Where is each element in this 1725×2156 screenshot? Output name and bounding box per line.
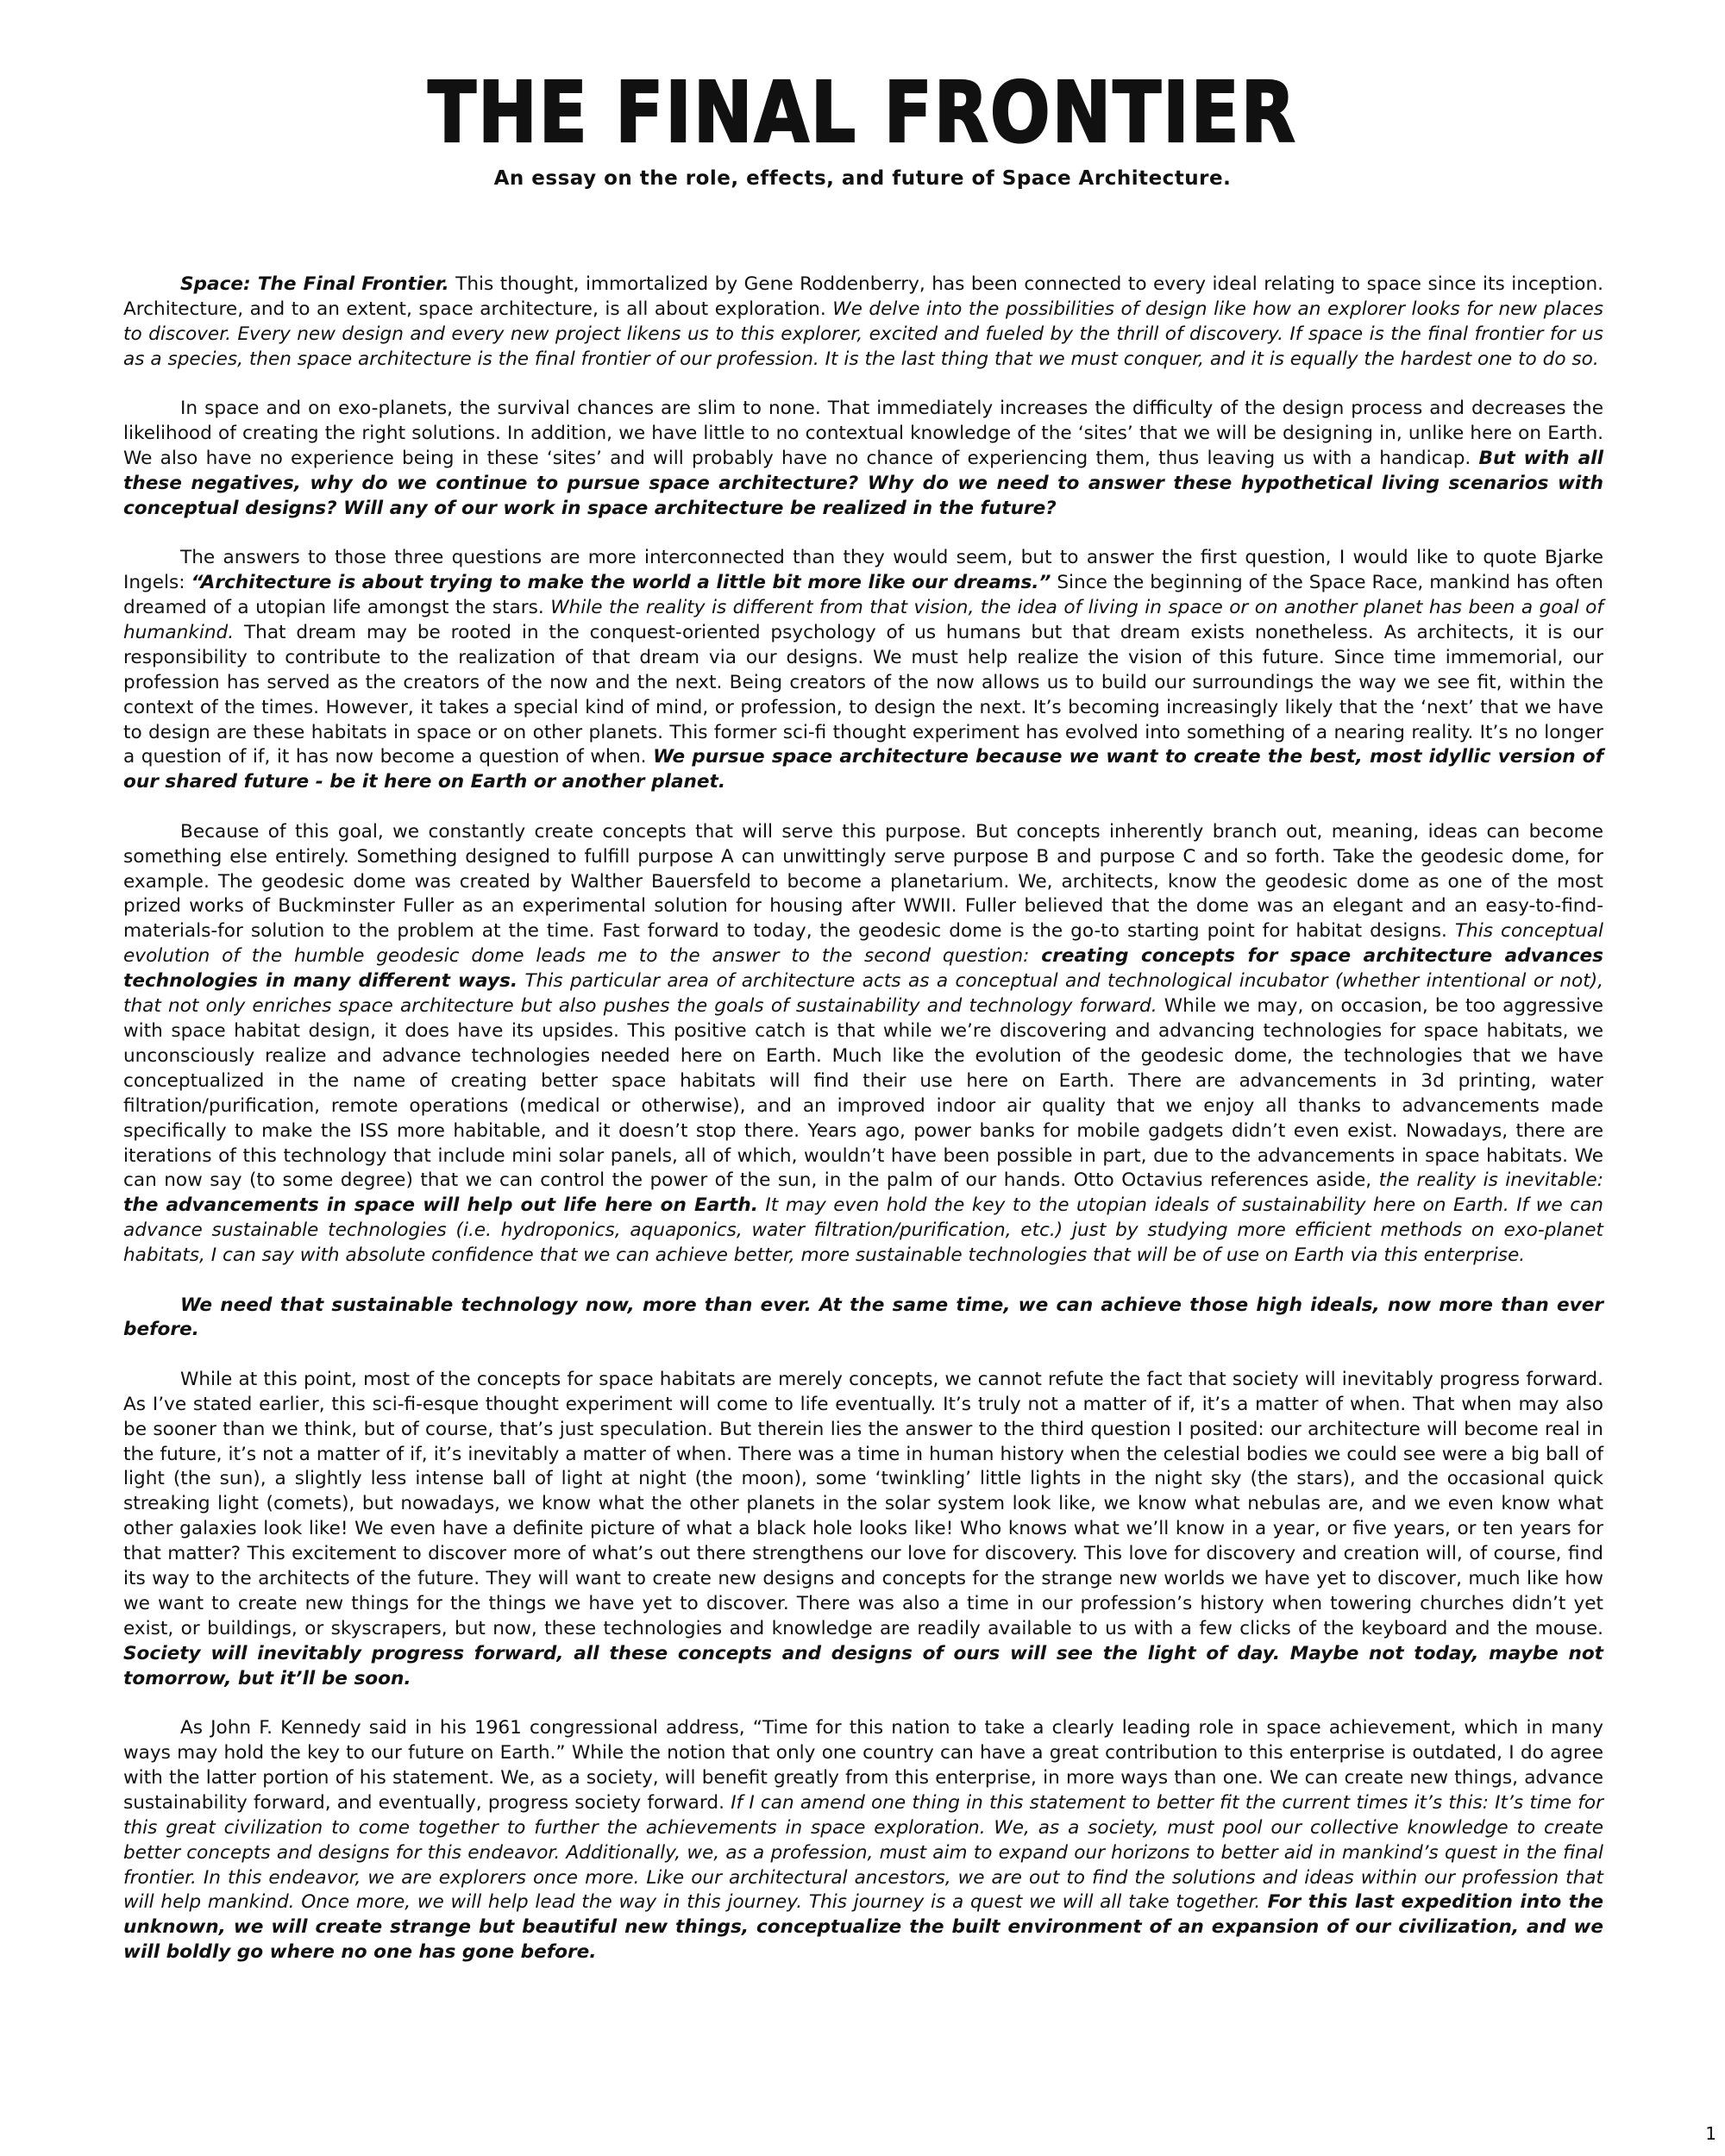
document-subtitle: An essay on the role, effects, and future of Space Architecture. [493, 167, 1232, 190]
italic-text: It may even hold the key to the utopian ideals of sustainability here on Earth. If we can advance sustainable technologies (i.e. hydroponics, aquaponics, water filtration/purification, etc.) just by studying more efficient methods on exo-planet habitats, I can say with absolute confidence that we can achieve better, more sustainable technologies that will be of use on Earth via this enterprise. [123, 1194, 1603, 1267]
italic-text: This conceptual evolution of the humble geodesic dome leads me to the answer to the second question: [123, 920, 1603, 968]
essay-paragraph [123, 1294, 1603, 1344]
body-text: While we may, on occasion, be too aggressive with space habitat design, it does have its upsides. This positive catch is that while we’re discovering and advancing technologies for space habitats, we unconsciously realize and advance technologies needed here on Earth. Much like the evolution of the geodesic dome, the technologies that we have conceptualized in the name of creating better space habitats will find their use here on Earth. There are advancements in 3d printing, water filtration/purification, remote operations (medical or otherwise), and an improved indoor air quality that we enjoy all thanks to advancements made specifically to make the ISS more habitable, and it doesn’t stop there. Years ago, power banks for mobile gadgets didn’t even exist. Nowadays, there are iterations of this technology that include mini solar panels, all of which, wouldn’t have been possible in part, due to the advancements in space habitats. We can now say (to some degree) that we can control the power of the sun, in the palm of our hands. Otto Octavius references aside, [123, 995, 1604, 1192]
emphasis-text: We need that sustainable technology now, more than ever. At the same time, we can achieve those high ideals, now more than ever before. [123, 1294, 1603, 1341]
italic-text: This particular area of architecture acts as a conceptual and technological incubator (whether intentional or not), that not only enriches space architecture but also pushes the goals of sustainability and technology forward. [123, 970, 1603, 1018]
body-text: Because of this goal, we constantly create concepts that will serve this purpose. But concepts inherently branch out, meaning, ideas can become something else entirely. Something designed to fulfill purpose A can unwittingly serve purpose B and purpose C and so forth. Take the geodesic dome, for example. The geodesic dome was created by Walther Bauersfeld to become a planetarium. We, architects, know the geodesic dome as one of the most prized works of Buckminster Fuller as an experimental solution for housing after WWII. Fuller believed that the dome was an elegant and an easy-to-find-materials-for solution to the problem at the time. Fast forward to today, the geodesic dome is the go-to starting point for habitat designs. [123, 820, 1603, 943]
essay-paragraph [123, 546, 1603, 795]
emphasis-text: For this last expedition into the unknown, we will create strange but beautiful new things, conceptualize the built environment of an expansion of our civilization, and we will boldly go where no one has gone before. [123, 1891, 1603, 1964]
body-text: As John F. Kennedy said in his 1961 congressional address, “Time for this nation to take a clearly leading role in space achievement, which in many ways may hold the key to our future on Earth.” While the notion that only one country can have a great contribution to this enterprise is outdated, I do agree with the latter portion of his statement. We, as a society, will benefit greatly from this enterprise, in more ways than one. We can create new things, advance sustainability forward, and eventually, progress society forward. [123, 1717, 1603, 1814]
essay-paragraph [123, 397, 1603, 522]
body-text: This thought, immortalized by Gene Roddenberry, has been connected to every ideal relating to space since its inception. Architecture, and to an extent, space architecture, is all about exploration. [123, 273, 1603, 320]
italic-text: If I can amend one thing in this statement to better fit the current times it’s this: It’s time for this great civilization to come together to further the achievements in space exploration. We, as a society, must pool our collective knowledge to create better concepts and designs for this endeavor. Additionally, we, as a profession, must aim to expand our horizons to better aid in mankind’s quest in the final frontier. In this endeavor, we are explorers once more. Like our architectural ancestors, we are out to find the solutions and ideas within our profession that will help mankind. Once more, we will help lead the way in this journey. This journey is a quest we will all take together. [123, 1791, 1603, 1914]
italic-text: the reality is inevitable: [1378, 1169, 1603, 1192]
body-text: In space and on exo-planets, the survival chances are slim to none. That immediately increases the difficulty of the design process and decreases the likelihood of creating the right solutions. In addition, we have little to no contextual knowledge of the ‘sites’ that we will be designing in, unlike here on Earth. We also have no experience being in these ‘sites’ and will probably have no chance of experiencing them, thus leaving us with a handicap. [123, 398, 1603, 469]
emphasis-text: Space: The Final Frontier. [180, 273, 449, 295]
body-text: The answers to those three questions are more interconnected than they would seem, but to answer the first question, I would like to quote Bjarke Ingels: [123, 547, 1603, 594]
body-text: Since the beginning of the Space Race, mankind has often dreamed of a utopian life amongst the stars. [123, 572, 1603, 618]
essay-body [123, 273, 1603, 1990]
emphasis-text: creating concepts for space architecture advances technologies in many different ways. [123, 945, 1603, 993]
document-header [0, 67, 1725, 191]
italic-text: We delve into the possibilities of design like how an explorer looks for new places to discover. Every new design and every new project likens us to this explorer, excited and fueled by the thrill of discovery. If space is the final frontier for us as a species, then space architecture is the final frontier of our profession. It is the last thing that we must conquer, and it is equally the hardest one to do so. [123, 298, 1603, 370]
body-text: That dream may be rooted in the conquest-oriented psychology of us humans but that dream exists nonetheless. As architects, it is our responsibility to contribute to the realization of that dream via our designs. We must help realize the vision of this future. Since time immemorial, our profession has served as the creators of the now and the next. Being creators of the now allows us to build our surroundings the way we see fit, within the context of the times. However, it takes a special kind of mind, or profession, to design the next. It’s becoming increasingly likely that the ‘next’ that we have to design are these habitats in space or on other planets. This former sci-fi thought experiment has evolved into something of a nearing reality. It’s no longer a question of if, it has now become a question of when. [123, 621, 1603, 768]
essay-paragraph [123, 1716, 1603, 1965]
emphasis-text: But with all these negatives, why do we continue to pursue space architecture? Why do we need to answer these hypothetical living scenarios with conceptual designs? Will any of our work in space architecture be realized in the future? [123, 447, 1603, 519]
document-title: THE FINAL FRONTIER [428, 65, 1297, 162]
body-text: While at this point, most of the concepts for space habitats are merely concepts, we cannot refute the fact that society will inevitably progress forward. As I’ve stated earlier, this sci-fi-esque thought experiment will come to life eventually. It’s truly not a matter of if, it’s a matter of when. That when may also be sooner than we think, but of course, that’s just speculation. But therein lies the answer to the third question I posited: our architecture will become real in the future, it’s not a matter of if, it’s inevitably a matter of when. There was a time in human history when the celestial bodies we could see were a big ball of light (the sun), a slightly less intense ball of light at night (the moon), some ‘twinkling’ little lights in the night sky (the stars), and the occasional quick streaking light (comets), but nowadays, we know what the other planets in the solar system look like, we know what nebulas are, and we even know what other galaxies look like! We even have a definite picture of what a black hole looks like! Who knows what we’ll know in a year, or five years, or ten years for that matter? This excitement to discover more of what’s out there strengthens our love for discovery. This love for discovery and creation will, of course, find its way to the architects of the future. They will want to create new designs and concepts for the strange new worlds we have yet to discover, much like how we want to create new things for the things we have yet to discover. There was also a time in our profession’s history when towering churches didn’t yet exist, or buildings, or skyscrapers, but now, these technologies and knowledge are readily available to us with a few clicks of the keyboard and the mouse. [123, 1368, 1603, 1639]
essay-paragraph [123, 820, 1603, 1269]
page-number: 1 [1705, 2123, 1716, 2144]
emphasis-text: “Architecture is about trying to make the world a little bit more like our dreams.” [191, 572, 1051, 594]
emphasis-text: We pursue space architecture because we want to create the best, most idyllic version of our shared future - be it here on Earth or another planet. [123, 746, 1603, 793]
emphasis-text: Society will inevitably progress forward, all these concepts and designs of ours will see the light of day. Maybe not today, maybe not tomorrow, but it’ll be soon. [123, 1642, 1603, 1689]
italic-text: While the reality is different from that vision, the idea of living in space or on another planet has been a goal of humankind. [123, 596, 1603, 643]
essay-paragraph [123, 1368, 1603, 1692]
essay-paragraph [123, 273, 1603, 373]
emphasis-text: the advancements in space will help out life here on Earth. [123, 1194, 758, 1217]
